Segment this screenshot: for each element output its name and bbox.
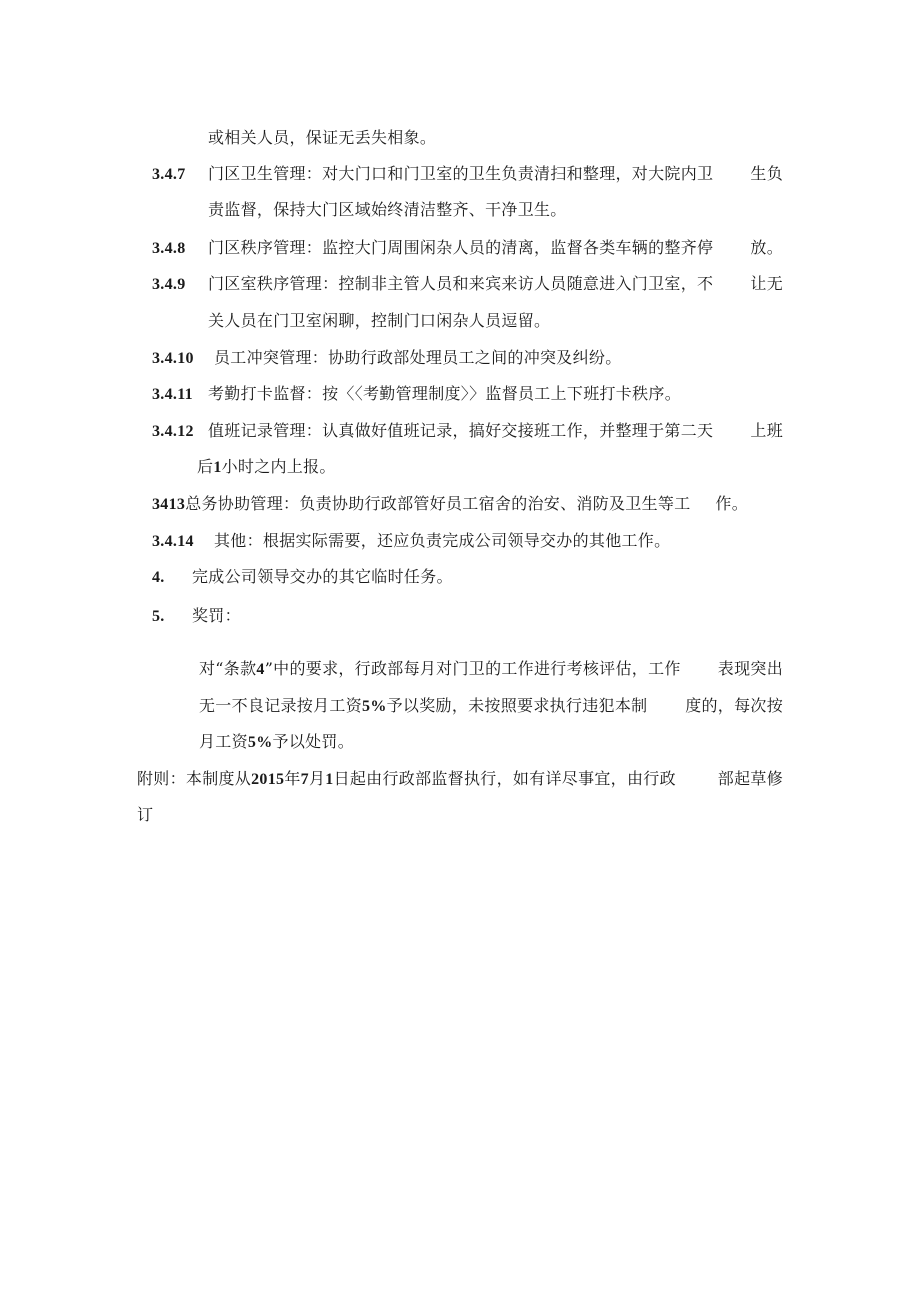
clause-text-tail: 生负 [750, 164, 783, 183]
clause-number: 3.4.11 [152, 386, 193, 403]
clause-text: 门区卫生管理：对大门口和门卫室的卫生负责清扫和整理，对大院内卫 [208, 164, 714, 183]
clause-3-4-11 [152, 384, 681, 405]
clause-body [152, 164, 713, 185]
clause-3-4-10 [152, 348, 622, 369]
appendix-text [137, 769, 676, 790]
text-fragment: 无一不良记录按月工资 [199, 696, 363, 715]
clause-body [152, 494, 691, 515]
clause-text: 责监督，保持大门区域始终清洁整齐、干净卫生。 [208, 200, 567, 219]
clause-text: 门区秩序管理：监控大门周围闲杂人员的清离，监督各类车辆的整齐停 [208, 238, 714, 257]
clause-3-4-7-continued [208, 200, 567, 220]
reward-percent: 5% [362, 698, 387, 715]
clause-number: 4. [152, 569, 165, 586]
clause-4 [152, 567, 453, 588]
clause-text: 值班记录管理：认真做好值班记录，搞好交接班工作，并整理于第二天 [208, 421, 714, 440]
text-fragment: 月工资 [199, 732, 248, 751]
clause-number: 3.4.10 [152, 350, 194, 367]
clause-3-4-8 [152, 238, 783, 259]
clause-text: 关人员在门卫室闲聊，控制门口闲杂人员逗留。 [208, 311, 551, 330]
clause-text: 门区室秩序管理：控制非主管人员和来宾来访人员随意进入门卫室，不 [208, 274, 714, 293]
clause-3-4-12 [152, 421, 783, 442]
penalty-percent: 5% [247, 734, 273, 751]
clause-number: 3.4.8 [152, 240, 186, 257]
effective-year: 2015 [251, 771, 285, 788]
effective-day: 1 [325, 771, 334, 788]
text-fragment: 部起草修 [717, 769, 783, 788]
text-fragment: 表现突出 [717, 659, 783, 678]
text-fragment: 日起由行政部监督执行，如有详尽事宜，由行政 [333, 769, 676, 788]
clause-text: 员工冲突管理：协助行政部处理员工之间的冲突及纠纷。 [214, 348, 622, 367]
clause-number: 5. [152, 608, 165, 625]
text-fragment: 月 [308, 769, 326, 788]
effective-month: 7 [300, 771, 309, 788]
clause-reference-number: 4 [256, 661, 265, 678]
clause-text-tail: 让无 [750, 274, 783, 293]
clause-number-inline: 1 [213, 459, 222, 476]
clause-body [152, 238, 713, 259]
clause-5 [152, 606, 241, 627]
clause-text: 奖罚： [192, 606, 241, 625]
clause-number: 3.4.7 [152, 166, 186, 183]
clause-3-4-9-continued [208, 311, 550, 331]
clause-text: 完成公司领导交办的其它临时任务。 [192, 567, 453, 586]
clause-3-4-7 [152, 164, 783, 185]
reward-line-3 [199, 732, 354, 753]
appendix-line-1 [137, 769, 783, 790]
clause-3-4-12-continued [197, 457, 336, 478]
text-fragment: 度的，每次按 [685, 696, 783, 715]
clause-text: 后 [197, 457, 214, 476]
clause-number: 3.4.9 [152, 276, 186, 293]
clause-3-4-13 [152, 494, 748, 515]
clause-number: 3.4.14 [152, 533, 194, 550]
clause-text: 其他：根据实际需要，还应负责完成公司领导交办的其他工作。 [214, 531, 671, 550]
reward-line-2 [199, 696, 783, 717]
clause-text-tail: 作。 [715, 494, 748, 513]
text-fragment: ”中的要求，行政部每月对门卫的工作进行考核评估，工作 [264, 659, 681, 678]
text-fragment: 对“条款 [199, 659, 257, 678]
text-line [208, 128, 436, 148]
appendix-line-2 [137, 805, 153, 825]
clause-body [152, 274, 713, 295]
text-fragment: 年 [284, 769, 301, 788]
text-fragment: 予以奖励，未按照要求执行违犯本制 [386, 696, 648, 715]
clause-text-tail: 放。 [750, 238, 783, 257]
text-fragment: 订 [137, 805, 154, 824]
text-fragment: 予以处罚。 [272, 732, 355, 751]
clause-3-4-14 [152, 531, 670, 552]
clause-text: 小时之内上报。 [221, 457, 336, 476]
clause-number: 3.4.12 [152, 423, 194, 440]
clause-text: 总务协助管理：负责协助行政部管好员工宿舍的治安、消防及卫生等工 [185, 494, 691, 513]
text-fragment: 或相关人员，保证无丢失相象。 [208, 128, 437, 147]
reward-line-1 [199, 659, 783, 680]
clause-text: 考勤打卡监督：按〈〈考勤管理制度〉〉监督员工上下班打卡秩序。 [208, 384, 682, 403]
reward-text [199, 659, 681, 680]
clause-3-4-9 [152, 274, 783, 295]
clause-body [152, 421, 713, 442]
reward-text [199, 696, 647, 717]
clause-number: 3413 [152, 496, 186, 513]
clause-text-tail: 上班 [750, 421, 783, 440]
text-fragment: 附则：本制度从 [137, 769, 252, 788]
